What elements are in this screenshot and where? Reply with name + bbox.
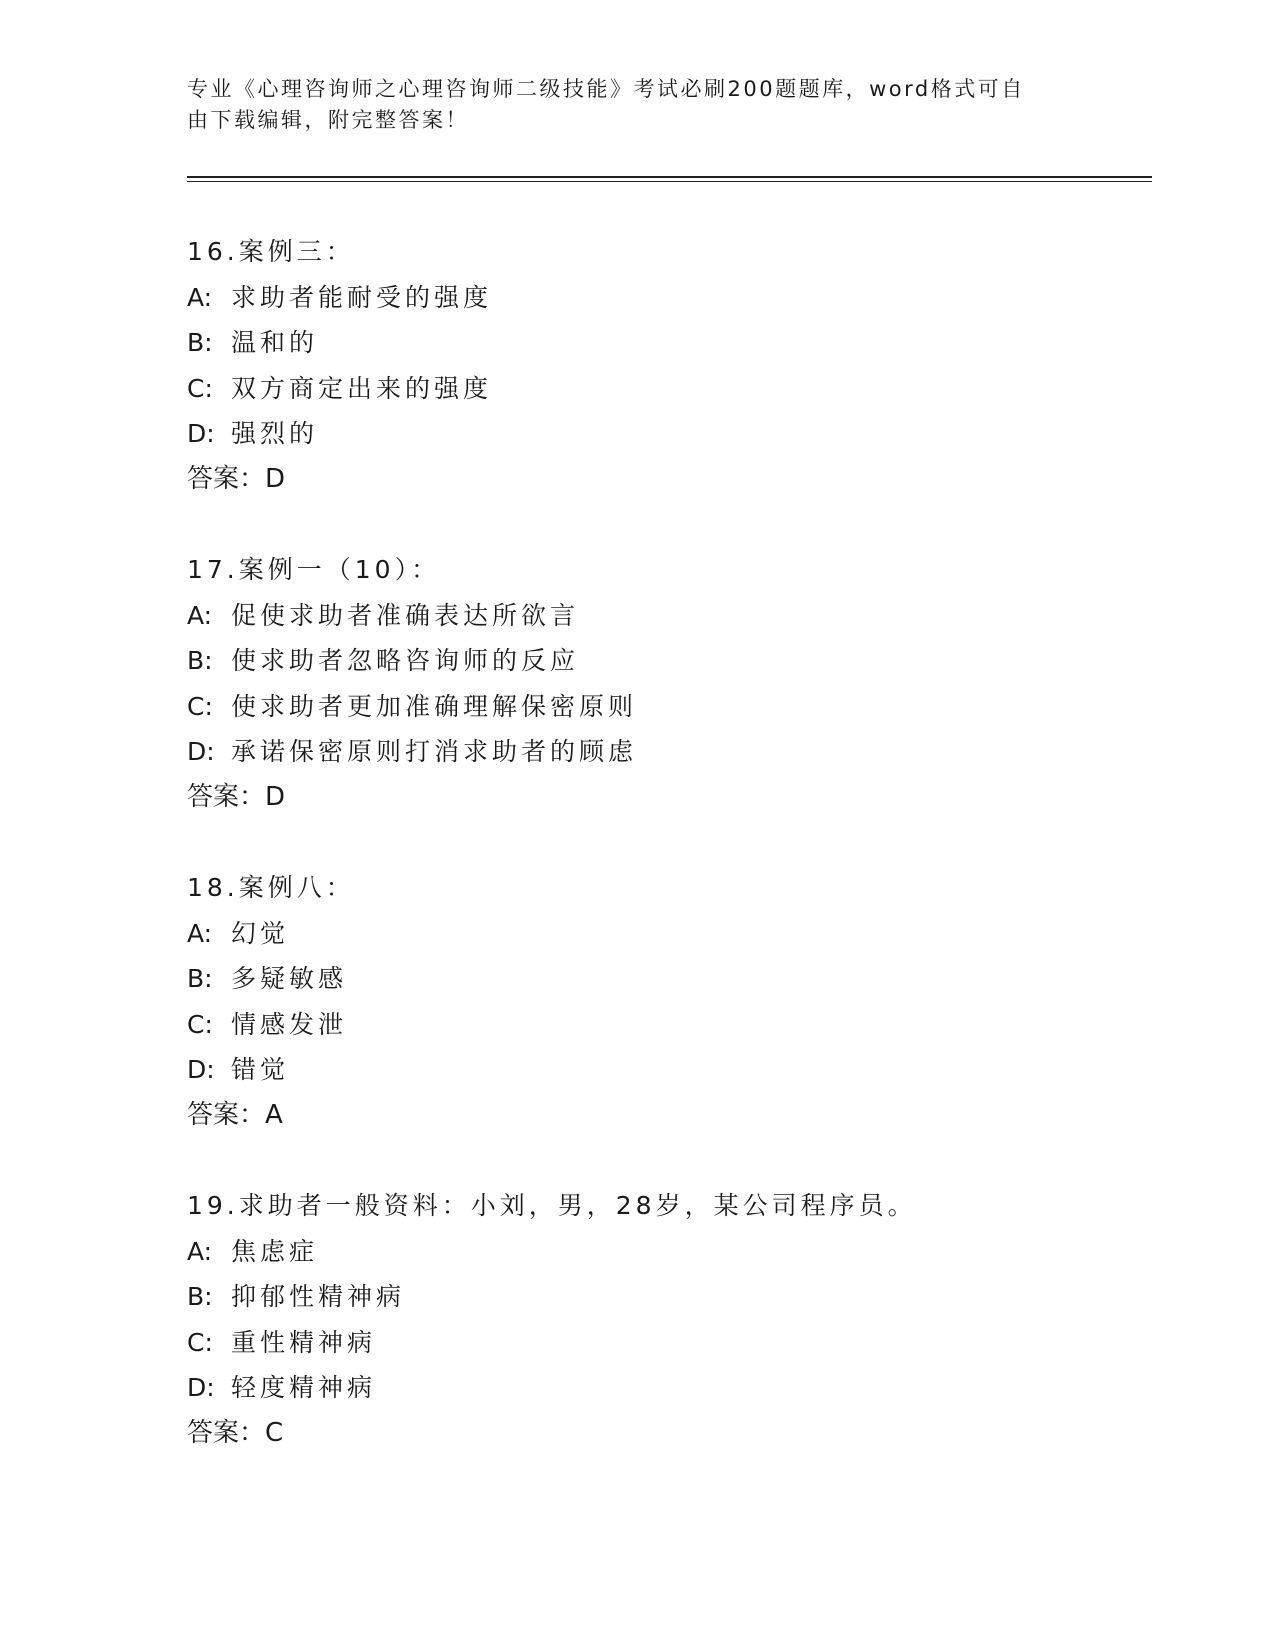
option-letter: C: [187, 373, 213, 403]
option-letter: C: [187, 1009, 213, 1039]
option-text: 焦虑症 [231, 1236, 319, 1266]
answer-line [187, 457, 1147, 503]
option-text: 强烈的 [231, 419, 319, 448]
answer-value: D [265, 463, 286, 494]
option-c [187, 1002, 1147, 1048]
header-divider-thick [187, 176, 1152, 178]
option-b [187, 956, 1147, 1002]
option-text: 使求助者更加准确理解保密原则 [231, 691, 638, 721]
option-letter: D: [187, 1055, 215, 1084]
option-d [187, 411, 1147, 457]
question-block [187, 547, 1147, 820]
question-stem: 16.案例三： [187, 237, 355, 266]
option-letter: A: [187, 600, 213, 630]
option-letter: B: [187, 646, 213, 675]
answer-value: D [265, 781, 286, 812]
option-a [187, 275, 1147, 321]
option-text: 多疑敏感 [231, 964, 348, 993]
option-c [187, 1320, 1147, 1366]
option-letter: A: [187, 1236, 213, 1266]
option-b [187, 320, 1147, 366]
option-letter: C: [187, 1327, 213, 1357]
option-b [187, 638, 1147, 684]
option-letter: D: [187, 1373, 215, 1402]
answer-label: 答案： [187, 781, 266, 812]
question-block [187, 865, 1147, 1138]
document-header [187, 74, 1067, 136]
option-letter: D: [187, 737, 215, 766]
option-text: 幻觉 [231, 918, 290, 948]
header-divider-thin [187, 181, 1152, 182]
option-letter: A: [187, 918, 213, 948]
option-text: 促使求助者准确表达所欲言 [231, 600, 580, 630]
header-line-1: 专业《心理咨询师之心理咨询师二级技能》考试必刷200题题库，word格式可自 [187, 77, 1025, 101]
option-letter: A: [187, 282, 213, 312]
option-letter: C: [187, 691, 213, 721]
option-letter: B: [187, 328, 213, 357]
question-block [187, 229, 1147, 502]
answer-value: A [265, 1099, 283, 1130]
answer-label: 答案： [187, 1099, 266, 1130]
option-text: 使求助者忽略咨询师的反应 [231, 646, 580, 675]
option-text: 求助者能耐受的强度 [231, 282, 493, 312]
question-stem: 17.案例一（10）： [187, 555, 441, 584]
option-a [187, 1229, 1147, 1275]
question-stem: 19.求助者一般资料：小刘，男，28岁，某公司程序员。 [187, 1191, 917, 1220]
option-text: 轻度精神病 [231, 1373, 377, 1402]
option-d [187, 1365, 1147, 1411]
option-a [187, 911, 1147, 957]
option-b [187, 1274, 1147, 1320]
answer-label: 答案： [187, 463, 266, 494]
answer-line [187, 1411, 1147, 1457]
option-letter: B: [187, 1282, 213, 1311]
question-stem: 18.案例八： [187, 873, 355, 902]
option-letter: D: [187, 419, 215, 448]
answer-line [187, 775, 1147, 821]
option-letter: B: [187, 964, 213, 993]
option-c [187, 366, 1147, 412]
answer-label: 答案： [187, 1417, 266, 1448]
option-text: 承诺保密原则打消求助者的顾虑 [231, 737, 638, 766]
option-a [187, 593, 1147, 639]
option-text: 情感发泄 [231, 1009, 348, 1039]
option-text: 重性精神病 [231, 1327, 377, 1357]
option-text: 温和的 [231, 328, 319, 357]
header-line-2: 由下载编辑，附完整答案！ [187, 108, 469, 132]
answer-value: C [265, 1417, 284, 1448]
option-text: 错觉 [231, 1055, 290, 1084]
option-d [187, 1047, 1147, 1093]
question-block [187, 1183, 1147, 1456]
option-text: 抑郁性精神病 [231, 1282, 406, 1311]
answer-line [187, 1093, 1147, 1139]
option-d [187, 729, 1147, 775]
option-c [187, 684, 1147, 730]
option-text: 双方商定出来的强度 [231, 373, 493, 403]
